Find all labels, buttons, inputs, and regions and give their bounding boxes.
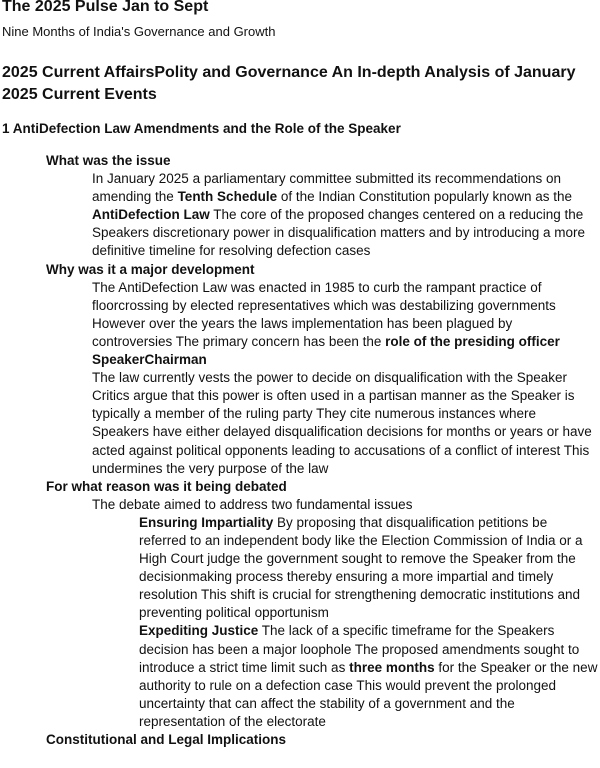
- development-heading: Why was it a major development: [46, 261, 255, 277]
- development-paragraph-1: [0, 279, 600, 369]
- issue-text-3: The core of the proposed changes centered on a reducing the Speakers discretionary power in disqualification matters and by introducing a more definitive timeline for resolving defection cases: [92, 207, 586, 259]
- debate-heading: For what reason was it being debated: [46, 478, 287, 494]
- impartiality-item: [0, 514, 600, 623]
- justice-item: [0, 622, 600, 731]
- issue-paragraph: [0, 170, 600, 260]
- debate-intro: The debate aimed to address two fundamental issues: [92, 496, 413, 512]
- tenth-schedule-term: Tenth Schedule: [177, 189, 278, 205]
- implications-heading: Constitutional and Legal Implications: [46, 732, 287, 747]
- antidefection-law-term: AntiDefection Law: [92, 207, 210, 223]
- development-text-1: The AntiDefection Law was enacted in 1985 to curb the rampant practice of floorcrossing by elected representatives which was destabilizing governments However over the years the laws implementation has been plagued by controversies The primary concern has been the: [92, 279, 556, 349]
- main-heading: 2025 Current AffairsPolity and Governance An In-depth Analysis of January 2025 Current Events: [2, 64, 576, 103]
- impartiality-label: Ensuring Impartiality: [139, 514, 274, 530]
- presiding-officer-term: role of the presiding officer SpeakerChairman: [92, 333, 560, 368]
- section-content: [0, 152, 600, 749]
- issue-text-2: of the Indian Constitution popularly known as the: [277, 189, 573, 205]
- justice-text-1: The lack of a specific timeframe for the Speakers decision has been a major loophole The proposed amendments sought to introduce a strict time limit such as: [139, 623, 580, 675]
- issue-heading: What was the issue: [46, 153, 171, 168]
- document-title: The 2025 Pulse Jan to Sept: [2, 0, 209, 15]
- section-heading: 1 AntiDefection Law Amendments and the Role of the Speaker: [2, 121, 401, 136]
- three-months-term: three months: [349, 659, 435, 675]
- justice-text-2: for the Speaker or the new authority to rule on a defection case This would prevent the prolonged uncertainty that can affect the stability of a government and the representation of the electorate: [139, 659, 598, 729]
- justice-label: Expediting Justice: [139, 623, 259, 639]
- document-subtitle: Nine Months of India's Governance and Growth: [2, 24, 276, 39]
- development-paragraph-2: The law currently vests the power to decide on disqualification with the Speaker Critics argue that this power is often used in a partisan manner as the Speaker is typically a member of the ruling party They cite numerous instances where Speakers have either delayed disqualification decisions for months or years or have acted against political opponents leading to accusations of a conflict of interest This undermines the very purpose of the law: [92, 370, 592, 476]
- issue-text-1: In January 2025 a parliamentary committee submitted its recommendations on amending the: [92, 171, 561, 205]
- impartiality-text: By proposing that disqualification petitions be referred to an independent body like the Election Commission of India or a High Court judge the government sought to remove the Speaker from the decisionmaking process thereby ensuring a more impartial and timely resolution This shift is crucial for strengthening democratic institutions and preventing political opportunism: [139, 514, 583, 621]
